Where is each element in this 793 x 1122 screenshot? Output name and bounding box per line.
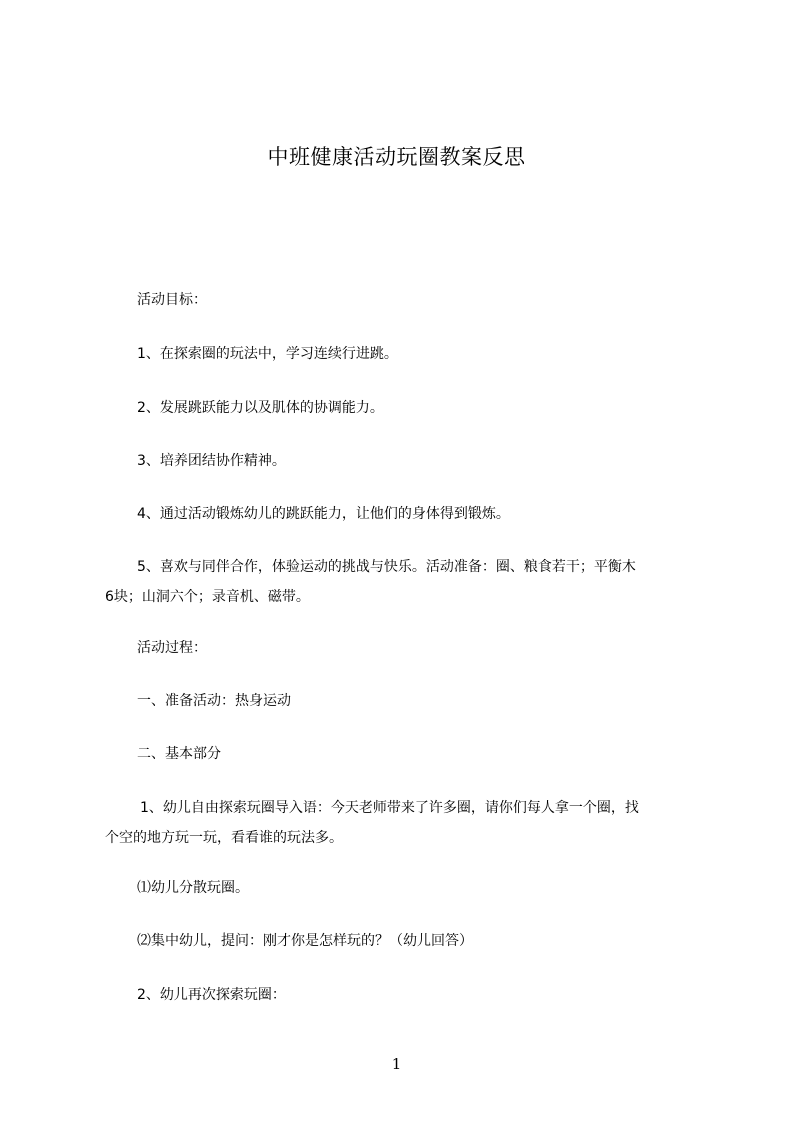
goal-item-4: 4、通过活动锻炼幼儿的跳跃能力，让他们的身体得到锻炼。 bbox=[137, 506, 510, 522]
process-item-1-line-2: 个空的地方玩一玩，看看谁的玩法多。 bbox=[105, 830, 343, 846]
section-heading-goals: 活动目标： bbox=[137, 292, 207, 308]
goal-item-3: 3、培养团结协作精神。 bbox=[137, 453, 286, 469]
process-item-2: 2、幼儿再次探索玩圈： bbox=[137, 987, 286, 1003]
page-number: 1 bbox=[391, 1055, 402, 1073]
process-subitem-1: ⑴幼儿分散玩圈。 bbox=[137, 880, 249, 896]
process-subitem-2: ⑵集中幼儿，提问：刚才你是怎样玩的？（幼儿回答） bbox=[137, 933, 473, 949]
section-heading-process: 活动过程： bbox=[137, 640, 207, 656]
goal-item-5-line-2: 6块；山洞六个；录音机、磁带。 bbox=[105, 589, 310, 605]
goal-item-1: 1、在探索圈的玩法中，学习连续行进跳。 bbox=[137, 346, 398, 362]
process-item-1-line-1: 1、幼儿自由探索玩圈导入语：今天老师带来了许多圈，请你们每人拿一个圈，找 bbox=[140, 800, 639, 816]
goal-item-5 bbox=[105, 552, 715, 612]
process-step-basic: 二、基本部分 bbox=[137, 746, 221, 762]
process-step-warmup: 一、准备活动：热身运动 bbox=[137, 693, 291, 709]
goal-item-2: 2、发展跳跃能力以及肌体的协调能力。 bbox=[137, 400, 384, 416]
page-title: 中班健康活动玩圈教案反思 bbox=[267, 145, 526, 169]
process-item-1 bbox=[105, 793, 715, 853]
goal-item-5-line-1: 5、喜欢与同伴合作，体验运动的挑战与快乐。活动准备：圈、粮食若干；平衡木 bbox=[137, 559, 636, 575]
